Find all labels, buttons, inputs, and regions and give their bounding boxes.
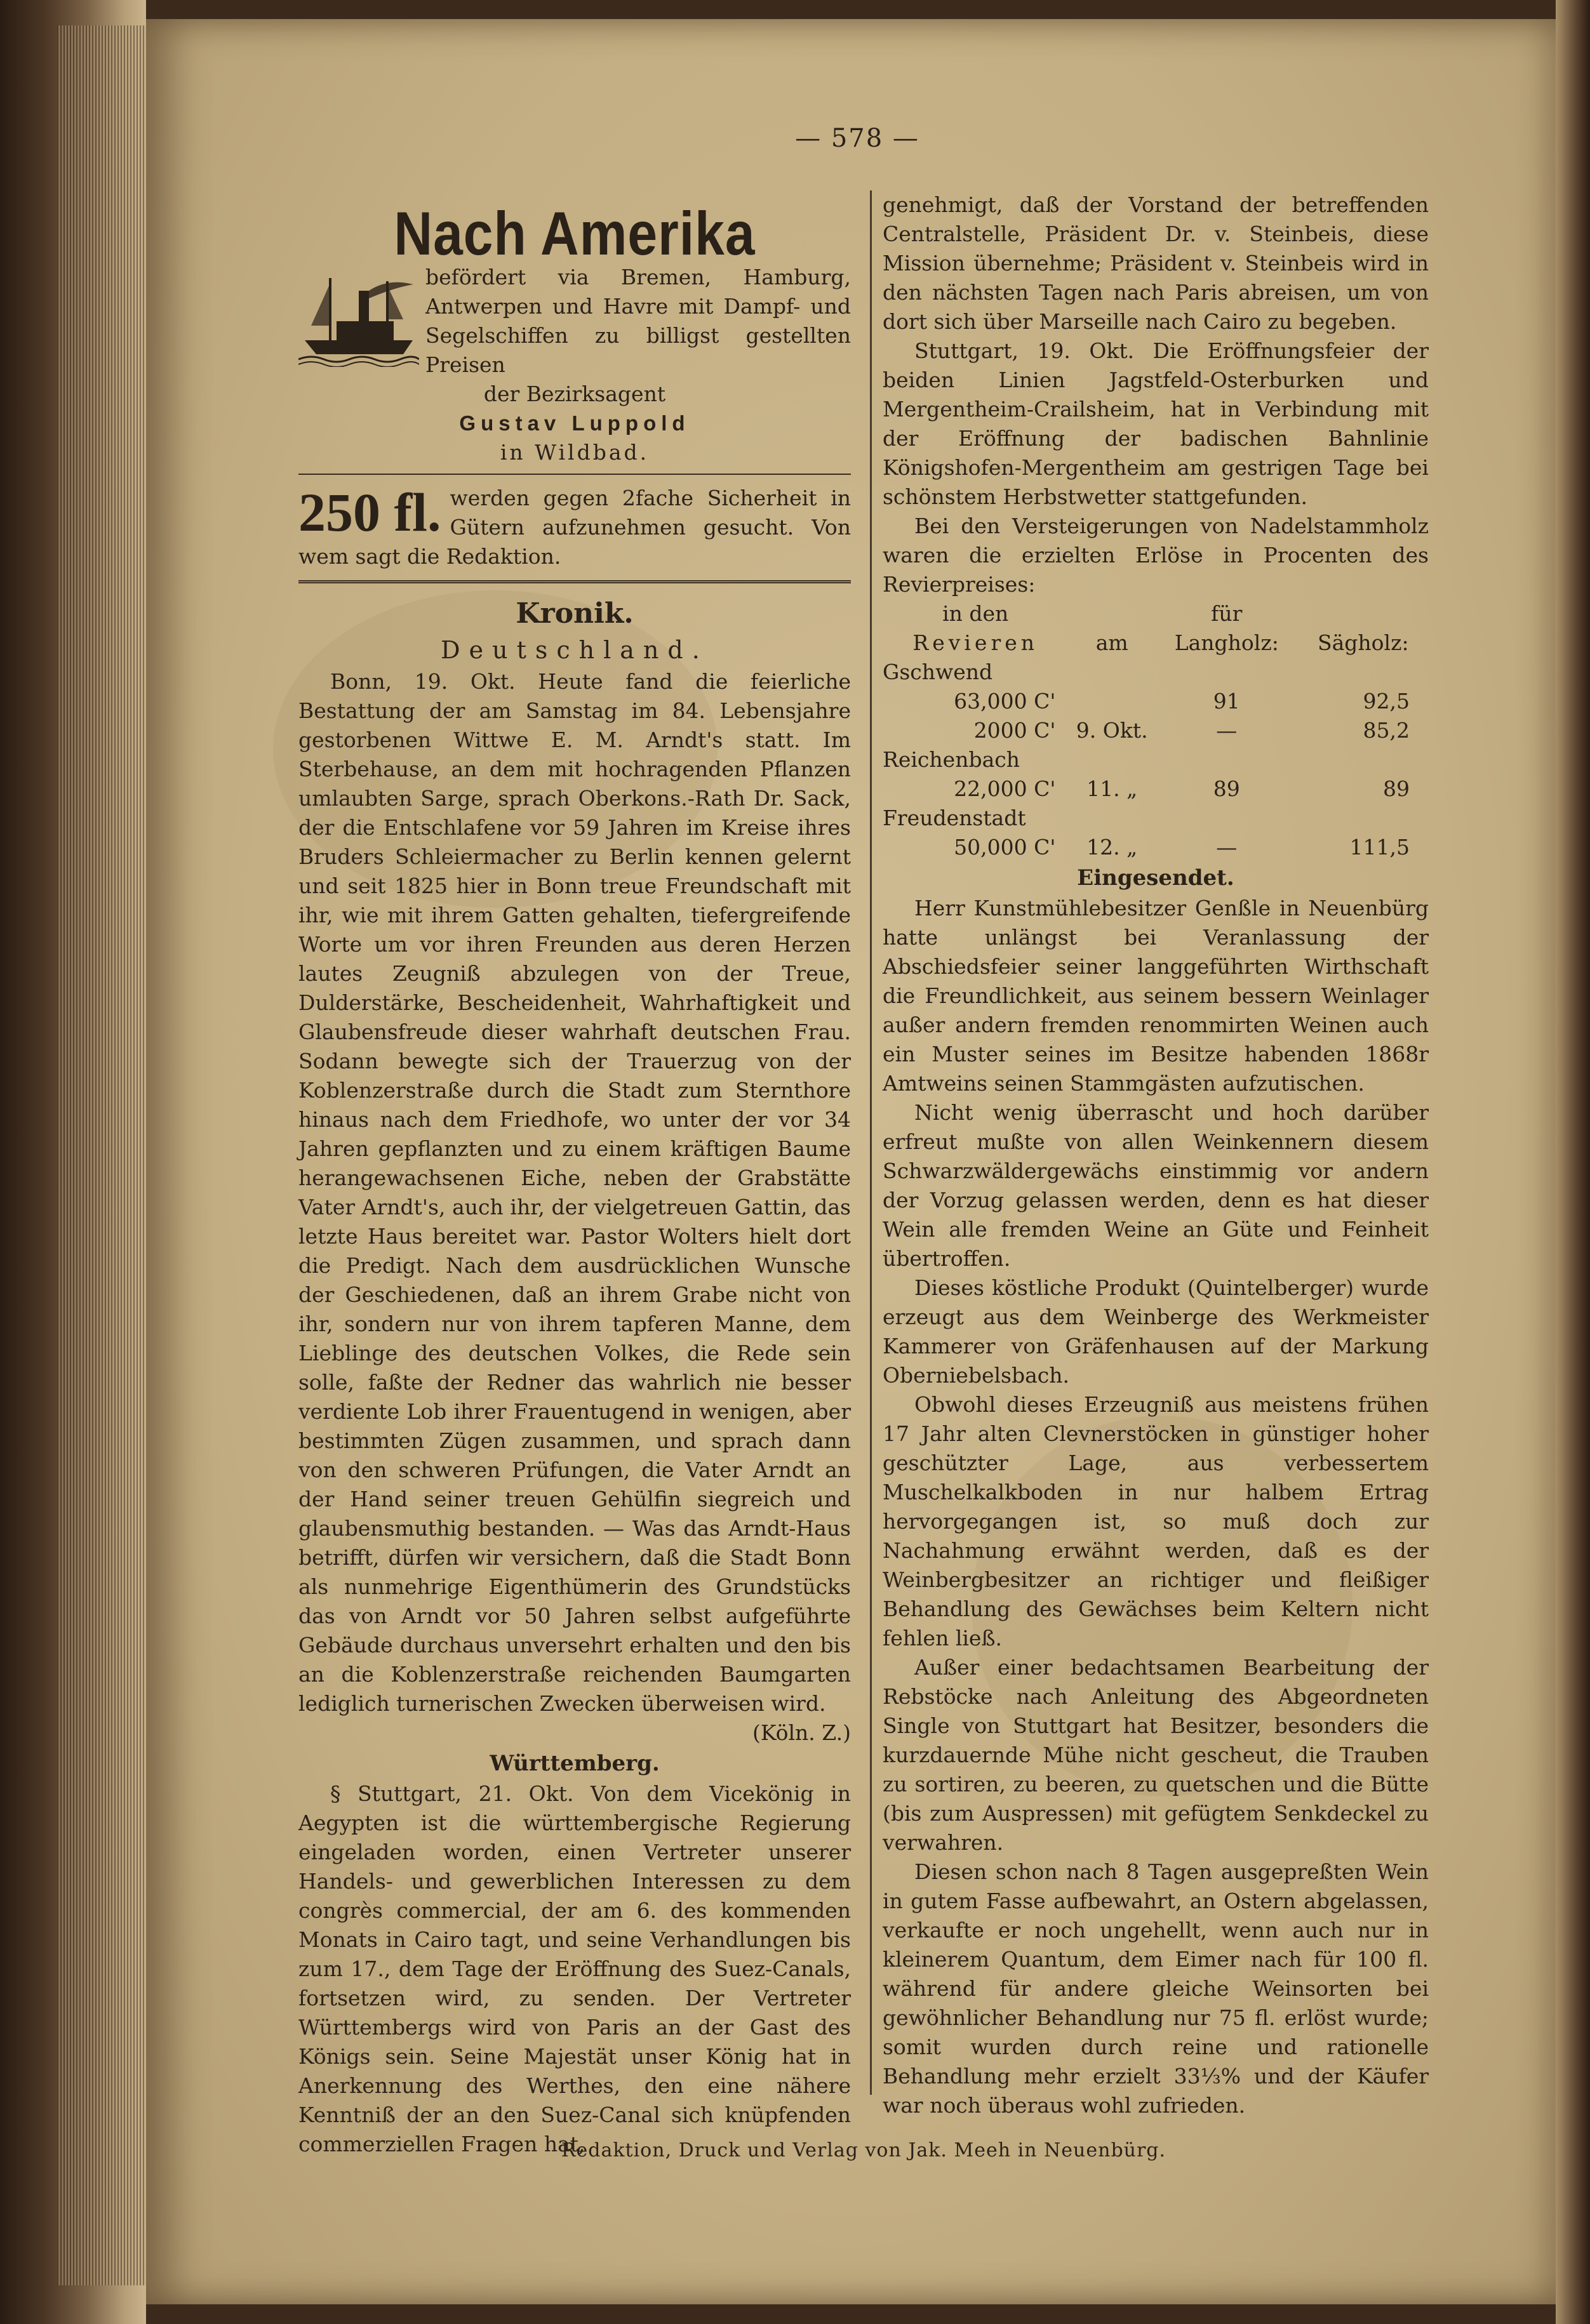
- submitted-paragraph: Diesen schon nach 8 Tagen ausgepreßten Wein in gutem Fasse aufbewahrt, an Ostern abgelassen, verkaufte er noch ungehellt, wenn auch nur in kleinerem Quantum, dem Eimer nach für 100 fl. während für andere gleiche Weinsorten bei gewöhnlicher Behandlung nur 75 fl. erlöst wurde; somit wurden durch reine und rationelle Behandlung mehr erzielt 33⅓% und der Käufer war noch überaus wohl zufrieden.: [883, 1859, 1429, 2118]
- table-value-cell: 92,5: [1363, 689, 1410, 714]
- table-header-cell: Revieren: [912, 630, 1039, 655]
- table-place-cell: Freudenstadt: [883, 806, 1026, 830]
- loan-amount: 250 fl.: [298, 482, 441, 543]
- table-header-cell: [1298, 599, 1429, 628]
- table-value-cell: 91: [1213, 689, 1240, 714]
- section-separator: [298, 580, 851, 583]
- page-edges: [57, 25, 146, 2285]
- table-row: [883, 687, 1429, 716]
- advert-agent-name: Gustav Luppold: [459, 411, 690, 435]
- table-value-cell: —: [1216, 835, 1238, 860]
- table-place-cell: Gschwend: [883, 660, 993, 684]
- article-bonn: Bonn, 19. Okt. Heute fand die feierliche Bestattung der am Samstag im 84. Lebensjahre gestorbenen Wittwe E. M. Arndt's statt. Im Sterbehause, an dem mit hochragenden Pflanzen umlaubten Sarge, sprach Oberkons.-Rath Dr. Sack, der die Entschlafene vor 59 Jahren im Kreise ihres Bruders Schleiermacher zu Berlin kennen gelernt und seit 1825 hier in Bonn treue Freundschaft mit ihr, wie mit ihrem Gatten gehalten, tiefergreifende Worte um vor ihren Freunden aus deren Herzen lautes Zeugniß abzulegen von der Treue, Dulderstärke, Bescheidenheit, Wahrhaftigkeit und Glaubensfreude dieser wahrhaft deutschen Frau. Sodann bewegte sich der Trauerzug von der Koblenzerstraße durch die Stadt zum Sternthore hinaus nach dem Friedhofe, wo unter der vor 34 Jahren gepflanzten und zu einem kräftigen Baume herangewachsenen Eiche, neben der Grabstätte Vater Arndt's, auch ihr, der vielgetreuen Gattin, das letzte Haus bereitet war. Pastor Wolters hielt dort die Predigt. Nach dem ausdrücklichen Wunsche der Geschiedenen, daß an ihrem Grabe nicht von ihr, sondern nur von ihrem tapferen Manne, dem Lieblinge des deutschen Volkes, die Rede sein solle, faßte der Redner das wahrlich nie besser verdiente Lob ihrer Frauentugend in wenigen, aber bestimmten Zügen zusammen, und sprach dann von den schweren Prüfungen, die Vater Arndt an der Hand seiner treuen Gehülfin siegreich und glaubensmuthig bestanden. — Was das Arndt-Haus betrifft, dürfen wir versichern, daß die Stadt Bonn als nunmehrige Eigenthümerin des Grundstücks das von Arndt vor 50 Jahren selbst aufgeführte Gebäude durchaus unversehrt erhalten und den bis an die Koblenzerstraße reichenden Baumgarten lediglich turnerischen Zwecken überweisen wird.: [298, 669, 851, 1716]
- advert-title: Nach Amerika: [394, 199, 756, 268]
- article-stuttgart-congress: § Stuttgart, 21. Okt. Von dem Vicekönig in Aegypten ist die württembergische Regierung eingeladen worden, einen Vertreter unserer Handels- und gewerblichen Interessen zu dem congrès commercial, der am 6. des kommenden Monats in Cairo tagt, und seine Verhandlungen bis zum 17., dem Tage der Eröffnung des Suez-Canals, fortsetzen wird, zu senden. Der Vertreter Württembergs wird von Paris an der Gast des Königs sein. Seine Majestät unser König hat in Anerkennung des Werthes, den eine nähere Kenntniß der an den Suez-Canal sich knüpfenden commerziellen Fragen hat,: [298, 1781, 851, 2156]
- table-header-row: [883, 599, 1429, 628]
- table-date-cell: 9. Okt.: [1076, 718, 1148, 743]
- submitted-paragraph: Obwohl dieses Erzeugniß aus meistens frühen 17 Jahr alten Clevnerstöcken in günstiger hoher geschützter Lage, aus verbessertem Muschelkalkboden in nur halbem Ertrag hervorgegangen ist, so muß doch zur Nachahmung erwähnt werden, daß es der Weinbergbesitzer an richtiger und fleißiger Behandlung des Gewächses beim Keltern nicht fehlen ließ.: [883, 1392, 1429, 1650]
- table-header-cell: am: [1095, 630, 1128, 655]
- table-row: [883, 774, 1429, 804]
- book-spine: [0, 0, 146, 2324]
- table-date-cell: 11. „: [1086, 776, 1138, 801]
- table-header-cell: für: [1211, 601, 1243, 626]
- table-date-cell: 12. „: [1086, 835, 1138, 860]
- column-divider: [870, 190, 872, 2095]
- right-page-edge: [1556, 0, 1590, 2324]
- wuerttemberg-heading: Württemberg.: [490, 1751, 660, 1776]
- chronicle-heading: Kronik.: [516, 597, 634, 630]
- article-stuttgart-congress-continued: genehmigt, daß der Vorstand der betreffenden Centralstelle, Präsident Dr. v. Steinbeis, diese Mission übernehme; Präsident v. Steinbeis wird in den nächsten Tagen nach Paris abreisen, um von dort sich über Marseille nach Cairo zu begeben.: [883, 192, 1429, 334]
- imprint-footer: Redaktion, Druck und Verlag von Jak. Meeh in Neuenbürg.: [561, 2139, 1166, 2161]
- table-value-cell: 85,2: [1363, 718, 1410, 743]
- article-timber-auction: Bei den Versteigerungen von Nadelstammholz waren die erzielten Erlöse in Procenten des Revierpreises:: [883, 514, 1429, 597]
- table-row: [883, 658, 1429, 687]
- table-place-cell: Reichenbach: [883, 747, 1020, 772]
- article-bonn-source: (Köln. Z.): [752, 1720, 851, 1745]
- submitted-paragraph: Außer einer bedachtsamen Bearbeitung der Rebstöcke nach Anleitung des Abgeordneten Single von Stuttgart hat Besitzer, besonders die kurzdauernde Mühe nicht gescheut, die Trauben zu sortiren, zu beeren, zu quetschen und die Bütte (bis zum Auspressen) mit gefügtem Senkdeckel zu verwahren.: [883, 1655, 1429, 1855]
- loan-notice: [298, 484, 851, 571]
- page-number: — 578 —: [795, 124, 919, 153]
- table-value-cell: 89: [1213, 776, 1240, 801]
- right-column: [883, 190, 1429, 2120]
- table-row: [883, 833, 1429, 862]
- table-value-cell: 89: [1383, 776, 1410, 801]
- timber-price-table: [883, 599, 1429, 862]
- steamship-icon: [298, 265, 419, 367]
- table-header-cell: in den: [942, 601, 1009, 626]
- table-qty-cell: 50,000 C': [954, 835, 1056, 860]
- loan-text: werden gegen 2fache Sicherheit in Gütern aufzunehmen gesucht. Von wem sagt die Redaktion.: [298, 486, 851, 569]
- article-stuttgart-railway: Stuttgart, 19. Okt. Die Eröffnungsfeier der beiden Linien Jagstfeld-Osterburken und Mergentheim-Crailsheim, hat in Verbindung mit der Eröffnung der badischen Bahnlinie Königshofen-Mergentheim am gestrigen Tage bei schönstem Herbstwetter stattgefunden.: [883, 338, 1429, 509]
- table-qty-cell: 63,000 C': [954, 689, 1056, 714]
- table-row: [883, 745, 1429, 774]
- submitted-paragraph: Dieses köstliche Produkt (Quintelberger) wurde erzeugt aus dem Weinberge des Werkmeister Kammerer von Gräfenhausen auf der Markung Oberniebelsbach.: [883, 1275, 1429, 1388]
- table-qty-cell: 2000 C': [973, 718, 1056, 743]
- submitted-paragraph: Nicht wenig überrascht und hoch darüber erfreut mußte von allen Weinkennern diesem Schwarzwäldergewächs einstimmig vor andern der Vorzug gelassen werden, denn es hat dieser Wein alle fremden Weine an Güte und Feinheit übertroffen.: [883, 1100, 1429, 1271]
- separator: [298, 474, 851, 475]
- advert-text: befördert via Bremen, Hamburg, Antwerpen und Havre mit Dampf- und Segelschiffen zu billigst gestellten Preisen: [425, 265, 851, 377]
- table-qty-cell: 22,000 C': [954, 776, 1056, 801]
- table-date-cell: [1068, 687, 1156, 716]
- advert-body: [298, 263, 851, 467]
- submitted-heading: Eingesendet.: [1077, 865, 1234, 891]
- table-header-row: [883, 628, 1429, 658]
- table-value-cell: —: [1216, 718, 1238, 743]
- left-column: [298, 190, 851, 2159]
- table-header-cell: Langholz:: [1174, 630, 1279, 655]
- table-header-cell: [1068, 599, 1156, 628]
- table-row: [883, 804, 1429, 833]
- country-heading: Deutschland.: [441, 636, 709, 664]
- table-header-cell: Sägholz:: [1317, 630, 1409, 655]
- emigration-advert: [298, 197, 851, 467]
- advert-agent-place: in Wildbad.: [500, 440, 650, 465]
- table-row: [883, 716, 1429, 745]
- submitted-paragraph: Herr Kunstmühlebesitzer Genßle in Neuenbürg hatte unlängst bei Veranlassung der Abschiedsfeier seiner langgeführten Wirthschaft die Freundlichkeit, aus seinem bessern Weinlager außer andern fremden renommirten Weinen auch ein Muster seines im Besitze habenden 1868r Amtweins seinen Stammgästen aufzutischen.: [883, 896, 1429, 1096]
- table-value-cell: 111,5: [1349, 835, 1410, 860]
- advert-agent-line: der Bezirksagent: [483, 382, 666, 406]
